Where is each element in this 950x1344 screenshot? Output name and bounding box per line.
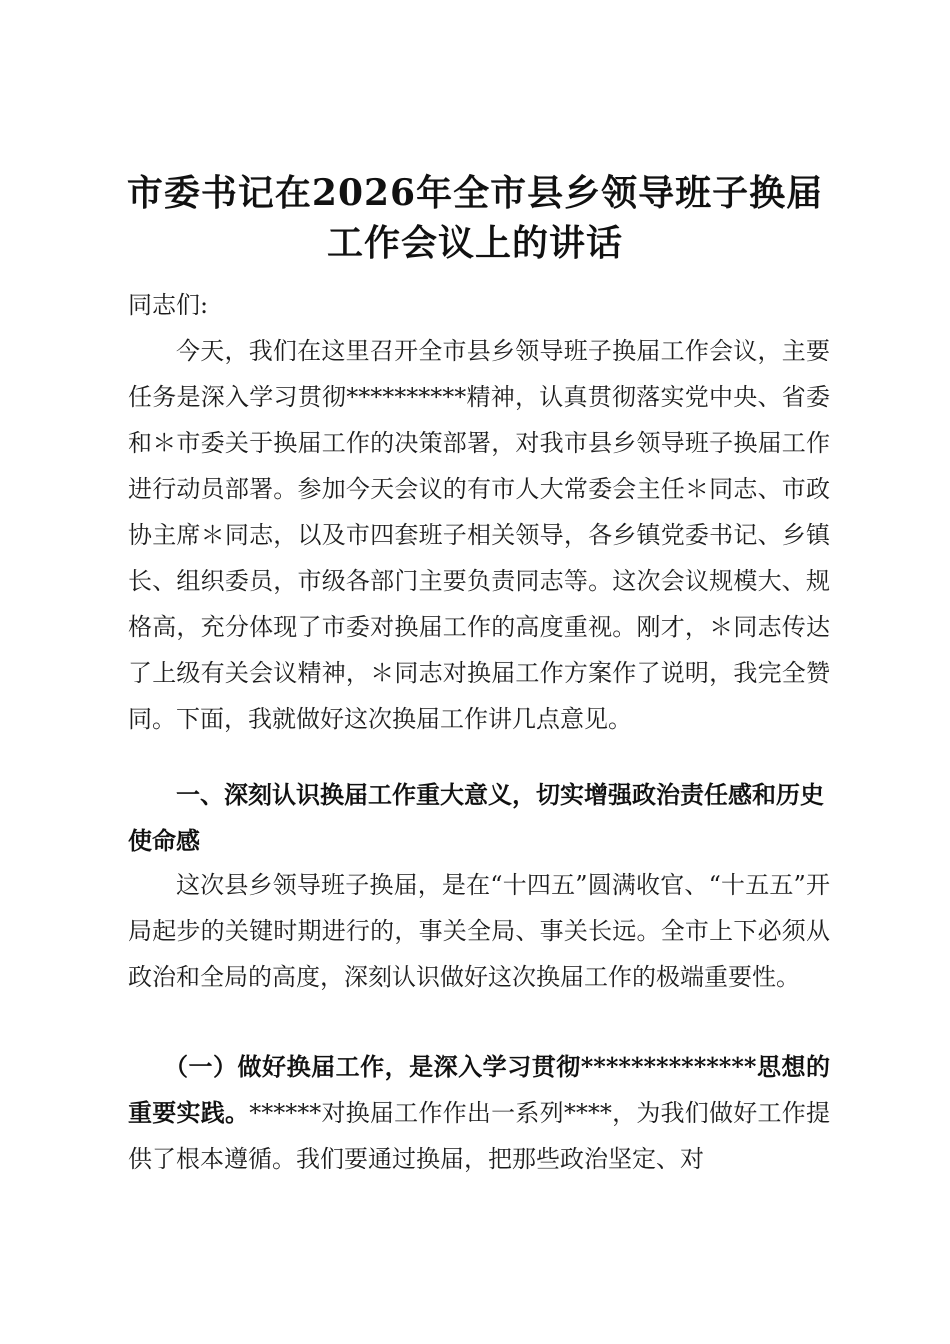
paragraph-significance: 这次县乡领导班子换届，是在“十四五”圆满收官、“十五五”开局起步的关键时期进行的，事关全局、事关长远。全市上下必须从政治和全局的高度，深刻认识做好这次换届工作的极端重要性。 xyxy=(128,871,830,991)
subpoint-1-text: ******对换届工作作出一系列****，为我们做好工作提供了根本遵循。我们要通过换届，把那些政治坚定、对 xyxy=(128,1099,831,1173)
section-heading-1: 一、深刻认识换届工作重大意义，切实增强政治责任感和历史使命感 xyxy=(128,780,824,855)
subpoint-1-lead: （一）做好换届工作，是深入学习贯彻**************思想的重要实践。 xyxy=(128,1052,830,1127)
paragraph-subpoint-1 xyxy=(128,1044,830,1182)
paragraph-opening: 今天，我们在这里召开全市县乡领导班子换届工作会议，主要任务是深入学习贯彻**********精神，认真贯彻落实党中央、省委和＊市委关于换届工作的决策部署，对我市县乡领导班子换届工作进行动员部署。参加今天会议的有市人大常委会主任＊同志、市政协主席＊同志，以及市四套班子相关领导，各乡镇党委书记、乡镇长、组织委员，市级各部门主要负责同志等。这次会议规模大、规格高，充分体现了市委对换届工作的高度重视。刚才，＊同志传达了上级有关会议精神，＊同志对换届工作方案作了说明，我完全赞同。下面，我就做好这次换届工作讲几点意见。 xyxy=(128,337,830,733)
document-title-line1: 市委书记在2026年全市县乡领导班子换届 xyxy=(126,172,824,214)
document-title-line2: 工作会议上的讲话 xyxy=(326,222,623,264)
salutation: 同志们: xyxy=(128,291,209,319)
